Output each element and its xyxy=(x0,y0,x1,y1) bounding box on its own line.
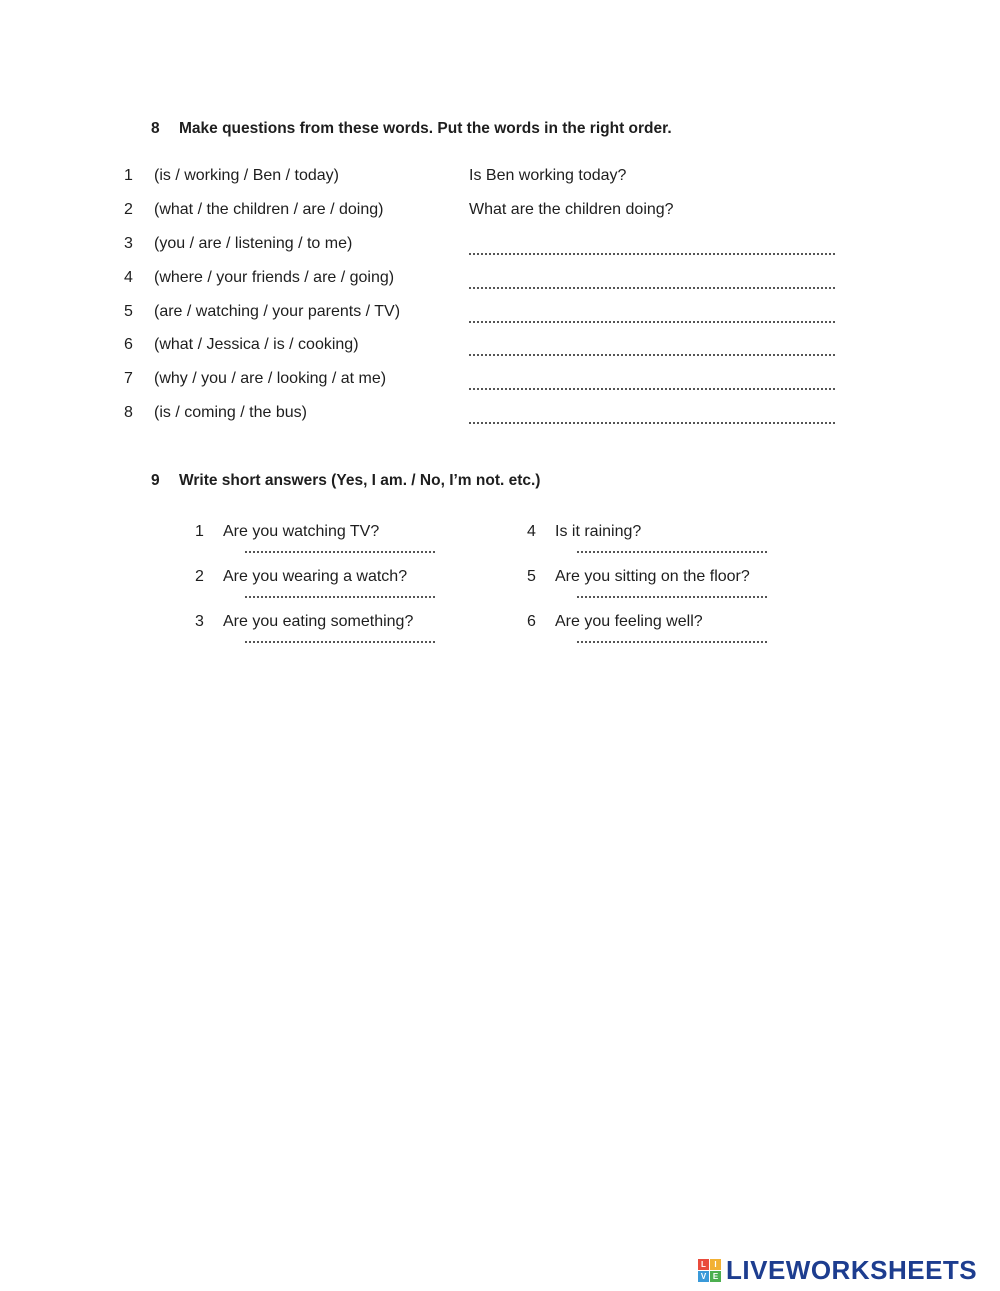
word-prompt: (is / coming / the bus) xyxy=(154,404,307,421)
question-number: 5 xyxy=(124,303,133,320)
question-row xyxy=(0,269,1000,293)
answer-input[interactable] xyxy=(469,340,835,356)
short-answer-number: 3 xyxy=(195,613,204,630)
question-number: 7 xyxy=(124,370,133,387)
question-number: 1 xyxy=(124,167,133,184)
answer-input[interactable] xyxy=(469,273,835,289)
question-row xyxy=(0,201,1000,225)
question-row xyxy=(0,303,1000,327)
question-row xyxy=(0,336,1000,360)
example-answer: What are the children doing? xyxy=(469,201,674,218)
short-answer-item xyxy=(527,613,787,657)
word-prompt: (is / working / Ben / today) xyxy=(154,167,339,184)
logo-letter: I xyxy=(710,1259,721,1270)
word-prompt: (what / the children / are / doing) xyxy=(154,201,384,218)
word-prompt: (you / are / listening / to me) xyxy=(154,235,353,252)
question-number: 4 xyxy=(124,269,133,286)
short-answer-question: Is it raining? xyxy=(555,523,642,540)
short-answer-item xyxy=(195,613,455,657)
word-prompt: (why / you / are / looking / at me) xyxy=(154,370,387,387)
short-answer-question: Are you sitting on the floor? xyxy=(555,568,750,585)
short-answer-number: 4 xyxy=(527,523,536,540)
short-answer-item xyxy=(527,568,787,612)
short-answer-item xyxy=(527,523,787,567)
question-number: 2 xyxy=(124,201,133,218)
answer-input[interactable] xyxy=(469,374,835,390)
short-answer-input[interactable] xyxy=(245,543,435,553)
word-prompt: (what / Jessica / is / cooking) xyxy=(154,336,359,353)
short-answer-number: 1 xyxy=(195,523,204,540)
short-answer-question: Are you wearing a watch? xyxy=(223,568,408,585)
exercise-9-number: 9 xyxy=(151,472,160,489)
short-answer-number: 2 xyxy=(195,568,204,585)
answer-input[interactable] xyxy=(469,408,835,424)
short-answer-input[interactable] xyxy=(577,633,767,643)
word-prompt: (where / your friends / are / going) xyxy=(154,269,395,286)
short-answer-input[interactable] xyxy=(577,543,767,553)
short-answer-question: Are you watching TV? xyxy=(223,523,380,540)
logo-text: LIVEWORKSHEETS xyxy=(726,1254,978,1285)
question-row xyxy=(0,167,1000,191)
logo-letter: E xyxy=(710,1271,721,1282)
question-row xyxy=(0,404,1000,428)
answer-input[interactable] xyxy=(469,307,835,323)
short-answer-input[interactable] xyxy=(245,588,435,598)
short-answer-input[interactable] xyxy=(245,633,435,643)
answer-input[interactable] xyxy=(469,239,835,255)
short-answer-number: 6 xyxy=(527,613,536,630)
short-answer-item xyxy=(195,568,455,612)
exercise-8-number: 8 xyxy=(151,120,160,137)
exercise-8-heading xyxy=(151,120,672,138)
question-row xyxy=(0,235,1000,259)
exercise-9-instruction: Write short answers (Yes, I am. / No, I’m not. etc.) xyxy=(179,472,541,489)
word-prompt: (are / watching / your parents / TV) xyxy=(154,303,401,320)
question-number: 6 xyxy=(124,336,133,353)
logo-letter: V xyxy=(698,1271,709,1282)
question-number: 8 xyxy=(124,404,133,421)
short-answer-number: 5 xyxy=(527,568,536,585)
short-answer-question: Are you feeling well? xyxy=(555,613,703,630)
example-answer: Is Ben working today? xyxy=(469,167,627,184)
question-number: 3 xyxy=(124,235,133,252)
logo-letter: L xyxy=(698,1259,709,1270)
short-answer-input[interactable] xyxy=(577,588,767,598)
exercise-8-instruction: Make questions from these words. Put the words in the right order. xyxy=(179,120,672,137)
question-row xyxy=(0,370,1000,394)
short-answer-question: Are you eating something? xyxy=(223,613,414,630)
liveworksheets-logo xyxy=(698,1255,977,1285)
short-answer-item xyxy=(195,523,455,567)
logo-mark-icon xyxy=(698,1259,721,1282)
exercise-9-heading xyxy=(151,472,540,490)
